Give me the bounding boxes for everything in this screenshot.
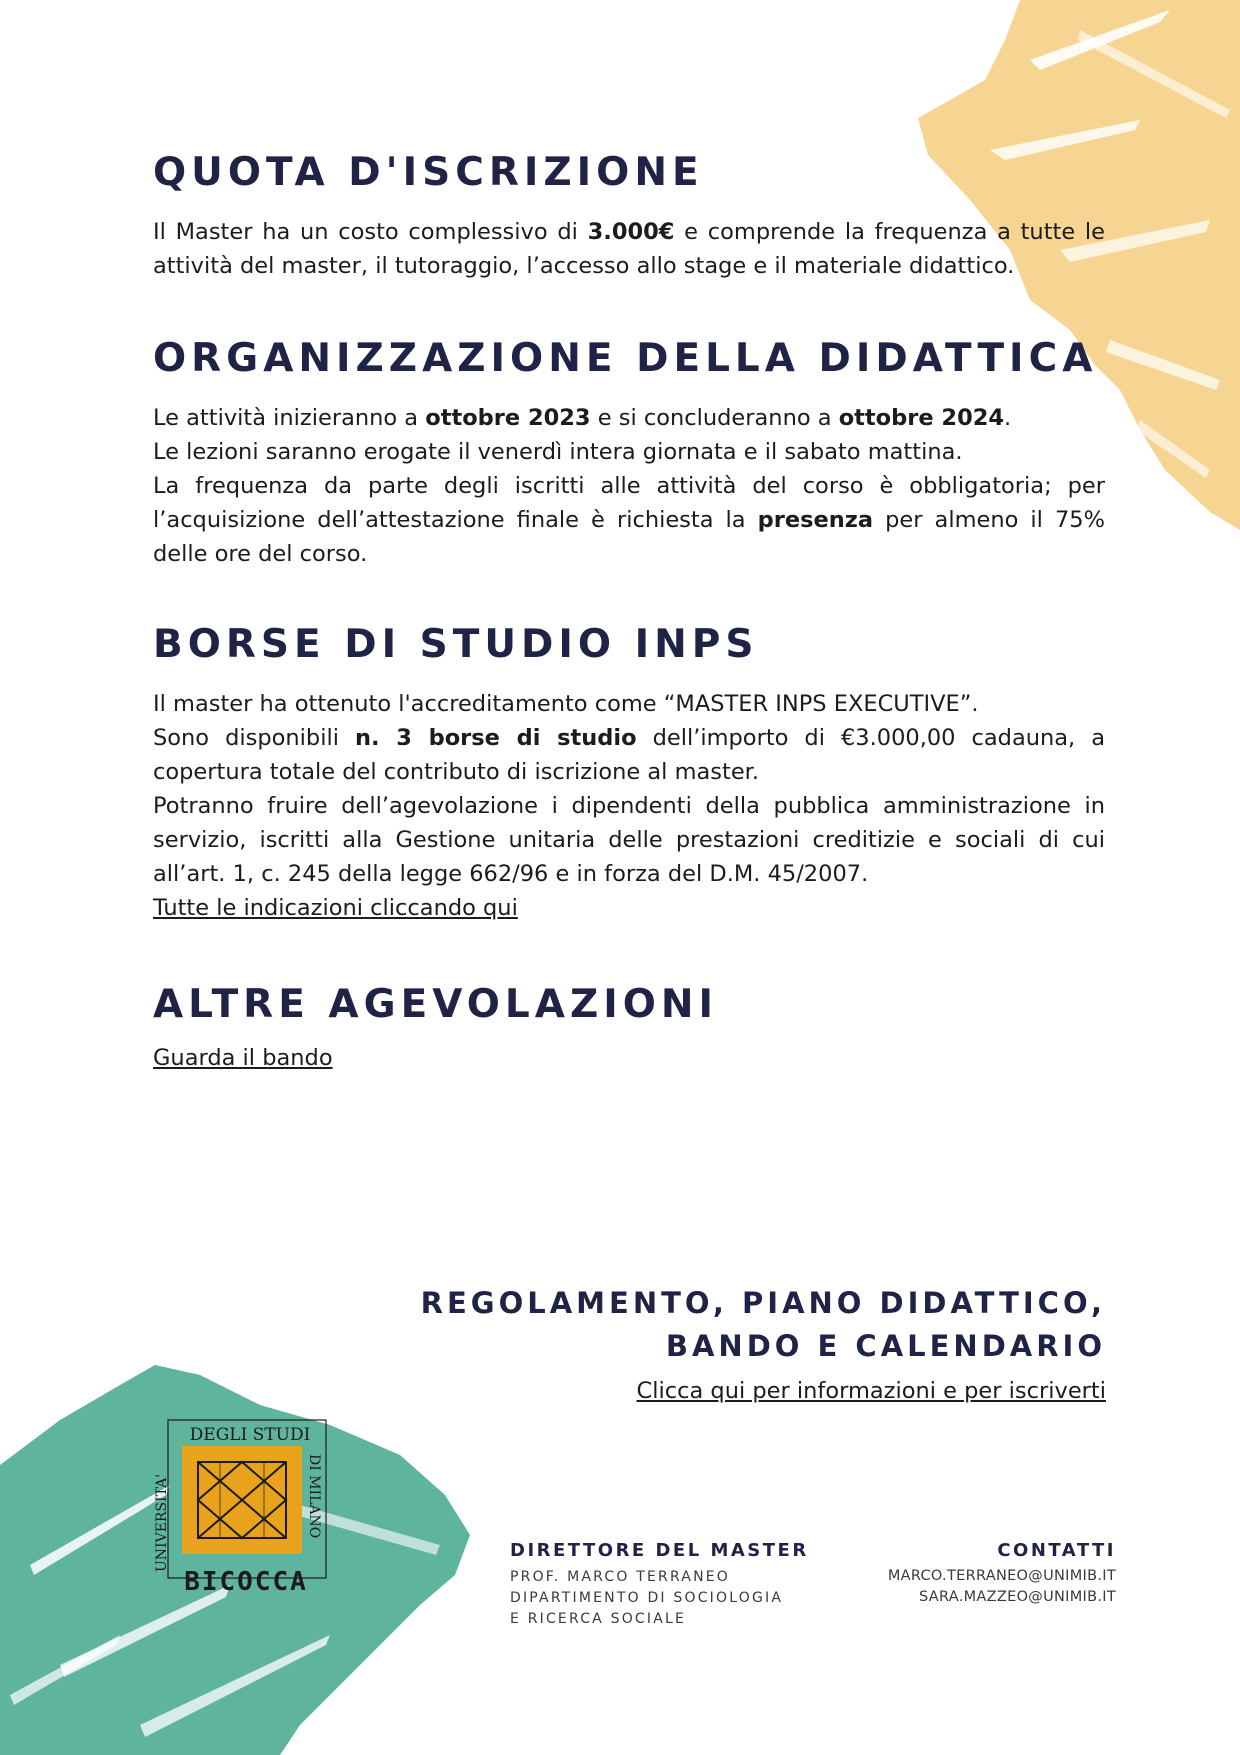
director-department: DIPARTIMENTO DI SOCIOLOGIA [510,1590,784,1606]
email-link-terraneo[interactable]: MARCO.TERRANEO@UNIMIB.IT [887,1568,1116,1584]
borse-accreditation: Il master ha ottenuto l'accreditamento come “MASTER INPS EXECUTIVE”. [153,691,979,717]
bando-link[interactable]: Guarda il bando [153,1045,333,1071]
cta-title-line1: REGOLAMENTO, PIANO DIDATTICO, [420,1286,1106,1320]
quota-text-cont: e comprende la frequenza a tutte le attività del master, il tutoraggio, l’accesso allo stage e il materiale didattico. [153,219,1106,279]
email-link-mazzeo[interactable]: SARA.MAZZEO@UNIMIB.IT [918,1589,1116,1605]
borse-text: Sono disponibili [153,725,355,751]
org-presence: presenza [757,507,874,533]
borse-paragraph [153,687,1105,925]
director-department-cont: E RICERCA SOCIALE [510,1611,687,1627]
cta-title-line2: BANDO E CALENDARIO [665,1329,1106,1363]
logo-right-text: DI MILANO [306,1454,322,1539]
organizzazione-title: ORGANIZZAZIONE DELLA DIDATTICA [153,336,1098,381]
director-name: PROF. MARCO TERRANEO [510,1569,731,1585]
borse-title: BORSE DI STUDIO INPS [153,622,759,667]
logo-left-text: UNIVERSITA' [154,1473,170,1572]
borse-info-link[interactable]: Tutte le indicazioni cliccando qui [153,895,518,921]
org-attendance-cont: per almeno il 75% delle ore del corso. [153,507,1105,567]
section-quota [153,150,1105,283]
quota-text: Il Master ha un costo complessivo di [153,219,588,245]
logo-bottom-text: BICOCCA [184,1567,308,1597]
logo-top-text: DEGLI STUDI [189,1425,311,1445]
section-altre-agevolazioni [153,982,1105,1075]
director-heading: DIRETTORE DEL MASTER [510,1540,809,1561]
borse-count: n. 3 borse di studio [354,725,637,751]
director-block [510,1540,809,1630]
section-borse [153,622,1105,925]
university-logo [150,1418,330,1598]
quota-paragraph [153,215,1105,283]
borse-text-cont: dell’importo di €3.000,00 cadauna, a copertura totale del contributo di iscrizione al master. [153,725,1105,785]
org-schedule: Le lezioni saranno erogate il venerdì intera giornata e il sabato mattina. [153,439,963,465]
org-end-date: ottobre 2024 [838,405,1005,431]
organizzazione-paragraph [153,401,1105,571]
enroll-link[interactable]: Clicca qui per informazioni e per iscriverti [636,1378,1106,1404]
cta-block [421,1282,1106,1408]
contacts-heading: CONTATTI [997,1540,1116,1561]
org-text: . [1004,405,1012,431]
quota-title: QUOTA D'ISCRIZIONE [153,150,704,195]
quota-cost: 3.000€ [587,219,675,245]
altre-title: ALTRE AGEVOLAZIONI [153,982,719,1027]
section-organizzazione [153,336,1105,571]
org-start-date: ottobre 2023 [425,405,591,431]
org-text: e si concluderanno a [590,405,839,431]
contacts-block [888,1540,1116,1608]
org-text: Le attività inizieranno a [153,405,426,431]
borse-eligibility: Potranno fruire dell’agevolazione i dipendenti della pubblica amministrazione in servizio, iscritti alla Gestione unitaria delle prestazioni creditizie e sociali di cui all’art. 1, c. 245 della legge 662/96 e in forza del D.M. 45/2007. [153,793,1105,887]
org-attendance: La frequenza da parte degli iscritti alle attività del corso è obbligatoria; per l’acquisizione dell’attestazione finale è richiesta la [153,473,1105,533]
